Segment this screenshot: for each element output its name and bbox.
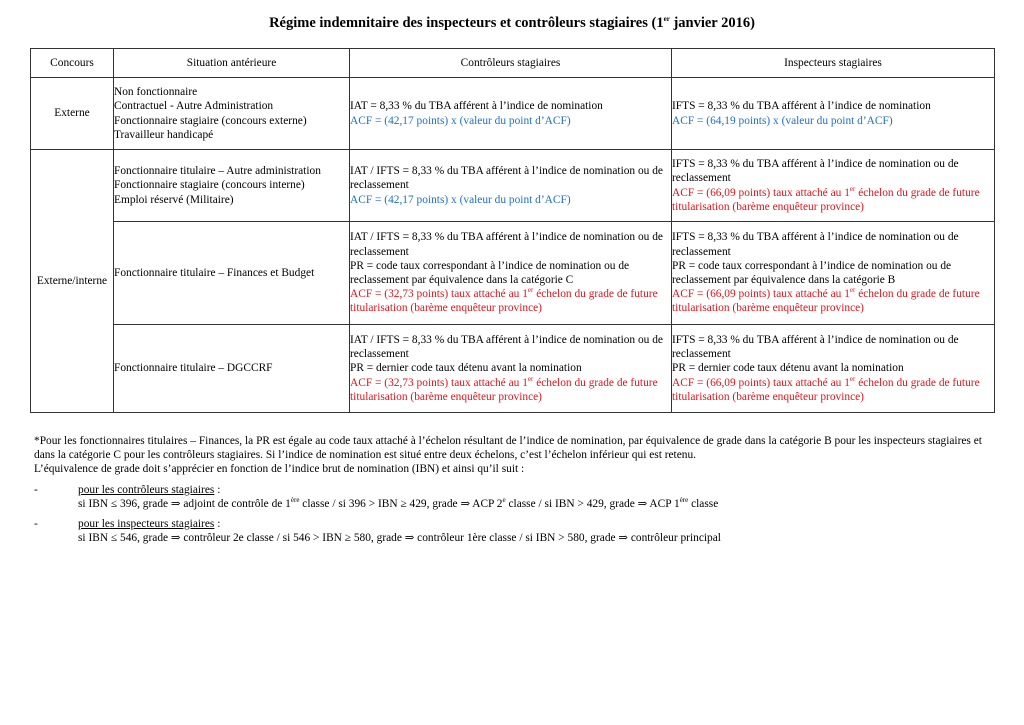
page-title: Régime indemnitaire des inspecteurs et contrôleurs stagiaires (1er janvier 2016): [269, 15, 755, 31]
cell-controleurs: IAT / IFTS = 8,33 % du TBA afférent à l’indice de nomination ou de reclassement ACF = (42,17 points) x (valeur du point d’ACF): [350, 150, 672, 222]
cell-situation: Fonctionnaire titulaire – Finances et Budget: [114, 222, 350, 325]
cell-inspecteurs: IFTS = 8,33 % du TBA afférent à l’indice de nomination ACF = (64,19 points) x (valeur du point d’ACF): [672, 78, 995, 150]
cell-concours-externe: Externe: [31, 78, 114, 150]
header-controleurs: Contrôleurs stagiaires: [350, 49, 672, 78]
table-row: [31, 78, 995, 150]
cell-inspecteurs: IFTS = 8,33 % du TBA afférent à l’indice de nomination ou de reclassement ACF = (66,09 points) taux attaché au 1er échelon du grade de future titularisation (barème enquêteur province): [672, 150, 995, 222]
cell-controleurs: IAT = 8,33 % du TBA afférent à l’indice de nomination ACF = (42,17 points) x (valeur du point d’ACF): [350, 78, 672, 150]
cell-situation: Non fonctionnaire Contractuel - Autre Administration Fonctionnaire stagiaire (concours externe) Travailleur handicapé: [114, 78, 350, 150]
cell-situation: Fonctionnaire titulaire – DGCCRF: [114, 325, 350, 413]
footnotes: [34, 434, 994, 545]
list-item: - pour les contrôleurs stagiaires : si IBN ≤ 396, grade ⇒ adjoint de contrôle de 1ère classe / si 396 > IBN ≥ 429, grade ⇒ ACP 2e classe / si IBN > 429, grade ⇒ ACP 1ère classe: [34, 483, 719, 510]
cell-inspecteurs: IFTS = 8,33 % du TBA afférent à l’indice de nomination ou de reclassement PR = code taux correspondant à l’indice de nomination ou de reclassement par équivalence dans la catégorie B ACF = (66,09 points) taux attaché au 1er échelon du grade de future titularisation (barème enquêteur province): [672, 222, 995, 325]
header-situation: Situation antérieure: [114, 49, 350, 78]
cell-controleurs: IAT / IFTS = 8,33 % du TBA afférent à l’indice de nomination ou de reclassement PR = code taux correspondant à l’indice de nomination ou de reclassement par équivalence dans la catégorie C ACF = (32,73 points) taux attaché au 1er échelon du grade de future titularisation (barème enquêteur province): [350, 222, 672, 325]
cell-controleurs: IAT / IFTS = 8,33 % du TBA afférent à l’indice de nomination ou de reclassement PR = dernier code taux détenu avant la nomination ACF = (32,73 points) taux attaché au 1er échelon du grade de future titularisation (barème enquêteur province): [350, 325, 672, 413]
indemnity-table: [30, 48, 995, 413]
table-row: [31, 325, 995, 413]
cell-situation: Fonctionnaire titulaire – Autre administration Fonctionnaire stagiaire (concours interne) Emploi réservé (Militaire): [114, 150, 350, 222]
footnote-text: *Pour les fonctionnaires titulaires – Finances, la PR est égale au code taux attaché à l’échelon résultant de l’indice de nomination, par équivalence de grade dans la catégorie B pour les inspecteurs stagiaires et dans la catégorie C pour les contrôleurs stagiaires. Si l’indice de nomination est situé entre deux échelons, c’est l’échelon inférieur qui est retenu.: [34, 435, 982, 462]
header-concours: Concours: [31, 49, 114, 78]
list-item: - pour les inspecteurs stagiaires : si IBN ≤ 546, grade ⇒ contrôleur 2e classe / si 546 > IBN ≥ 580, grade ⇒ contrôleur 1ère classe / si IBN > 580, grade ⇒ contrôleur principal: [34, 518, 721, 545]
header-inspecteurs: Inspecteurs stagiaires: [672, 49, 995, 78]
table-row: [31, 150, 995, 222]
cell-inspecteurs: IFTS = 8,33 % du TBA afférent à l’indice de nomination ou de reclassement PR = dernier code taux détenu avant la nomination ACF = (66,09 points) taux attaché au 1er échelon du grade de future titularisation (barème enquêteur province): [672, 325, 995, 413]
footnote-text: L’équivalence de grade doit s’apprécier en fonction de l’indice brut de nomination (IBN) et ainsi qu’il suit :: [34, 463, 525, 476]
table-header-row: [31, 49, 995, 78]
table-row: [31, 222, 995, 325]
cell-concours-interne: Externe/interne: [31, 150, 114, 413]
